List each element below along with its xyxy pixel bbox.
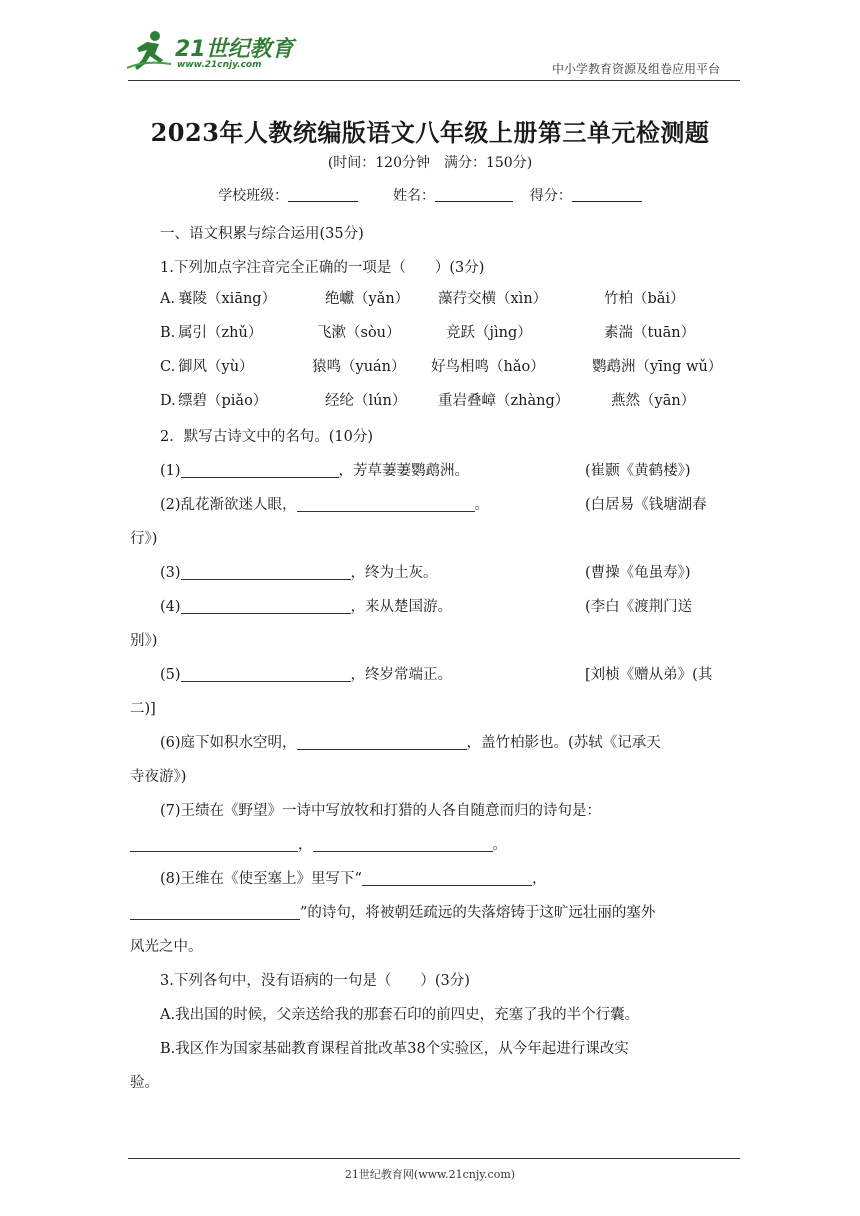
q1-option-b-item-1: 属引（zhǔ） [178, 325, 263, 341]
q2-answer-blank-4[interactable] [181, 599, 351, 614]
name-label: 姓名： [393, 188, 435, 204]
score-blank[interactable] [572, 188, 642, 202]
q3-option-b-continued: 验。 [130, 1075, 159, 1091]
school-label: 学校班级： [218, 188, 289, 204]
q2-line-8-text-b: ”的诗句，将被朝廷疏远的失落熔铸于这旷远壮丽的塞外 [300, 905, 656, 921]
q1-option-c-item-3: 好鸟相鸣（hǎo） [431, 359, 545, 375]
q2-line-3-text: ，终为土灰。 [350, 565, 438, 581]
q2-line-4-number: (4) [160, 599, 181, 615]
q2-line-5 [160, 665, 452, 685]
q2-line-8-b [130, 903, 655, 923]
q2-line-4-continued: 别》) [130, 633, 158, 649]
logo-text: 21世纪教育 [175, 37, 294, 62]
q1-option-c-item-2: 猿鸣（yuán） [312, 359, 406, 375]
page-footer: 21世纪教育网(www.21cnjy.com) [344, 1168, 516, 1181]
q2-line-3-number: (3) [160, 565, 181, 581]
q2-line-1-text: ，芳草萋萋鹦鹉洲。 [338, 463, 470, 479]
platform-text: 中小学教育资源及组卷应用平台 [551, 62, 720, 76]
q2-line-6 [160, 733, 661, 753]
q2-line-7: (7)王绩在《野望》一诗中写放牧和打猎的人各自随意而归的诗句是： [160, 803, 602, 819]
q2-line-7-sep: ， [298, 837, 313, 853]
school-blank[interactable] [288, 188, 358, 202]
q2-line-8-sep: ， [531, 871, 547, 887]
q2-line-4-text: ，来从楚国游。 [350, 599, 453, 615]
runner-logo-icon [125, 30, 173, 72]
q2-answer-blank-1[interactable] [181, 463, 339, 478]
q2-answer-blank-8a[interactable] [362, 871, 532, 886]
q2-line-4-source: (李白《渡荆门送 [585, 599, 693, 615]
q2-answer-blank-7b[interactable] [313, 837, 493, 852]
score-label: 得分： [529, 188, 572, 204]
q1-option-d-item-2: 经纶（lún） [325, 393, 407, 409]
q2-line-1-number: (1) [160, 463, 181, 479]
q2-line-2-end: 。 [474, 497, 490, 513]
q2-line-6-continued: 寺夜游》) [130, 769, 187, 785]
q1-option-d-item-4: 燕然（yān） [611, 393, 696, 409]
q2-line-7-end: 。 [492, 837, 507, 853]
site-logo [125, 30, 295, 80]
q3-stem: 3.下列各句中，没有语病的一句是（ ）(3分) [160, 973, 470, 989]
exam-subtitle: (时间：120分钟 满分：150分) [327, 155, 533, 171]
q2-line-3-source: (曹操《龟虽寿》) [585, 565, 691, 581]
q2-answer-blank-2[interactable] [297, 497, 475, 512]
q2-line-8 [160, 869, 546, 889]
q2-answer-blank-3[interactable] [181, 565, 351, 580]
q3-option-b: B.我区作为国家基础教育课程首批改革38个实验区，从今年起进行课改实 [160, 1041, 629, 1057]
q1-option-b-item-3: 竞跃（jìng） [446, 325, 532, 341]
q1-option-c-item-1: 御风（yù） [178, 359, 254, 375]
q1-option-c-letter: C. [160, 359, 176, 375]
q2-line-8-text: (8)王维在《使至塞上》里写下“ [160, 871, 362, 887]
q1-option-d-item-3: 重岩叠嶂（zhàng） [438, 393, 570, 409]
q2-line-8-continued: 风光之中。 [130, 939, 203, 955]
q2-line-6-text: (6)庭下如积水空明， [160, 735, 297, 751]
exam-title: 2023年人教统编版语文八年级上册第三单元检测题 [150, 118, 710, 147]
q2-line-4 [160, 597, 452, 617]
q2-line-5-continued: 二)] [130, 701, 156, 717]
q1-option-c-item-4: 鹦鹉洲（yīng wǔ） [592, 359, 723, 375]
q1-option-a-item-4: 竹柏（bǎi） [604, 291, 685, 307]
q2-line-2-source: (白居易《钱塘湖春 [585, 497, 707, 513]
q1-option-d-item-1: 缥碧（piǎo） [178, 393, 268, 409]
q2-stem: 2．默写古诗文中的名句。(10分) [160, 429, 373, 445]
q2-answer-blank-5[interactable] [181, 667, 351, 682]
footer-divider [128, 1158, 740, 1159]
section-heading: 一、语文积累与综合运用(35分) [160, 226, 364, 242]
student-info-row [0, 185, 860, 205]
q1-stem: 1.下列加点字注音完全正确的一项是（ ）(3分) [160, 260, 485, 276]
q2-line-2-text: (2)乱花渐欲迷人眼， [160, 497, 297, 513]
q2-line-3 [160, 563, 438, 583]
name-blank[interactable] [435, 188, 513, 202]
q1-option-a-letter: A. [160, 291, 176, 307]
q2-answer-blank-6[interactable] [297, 735, 467, 750]
q1-option-a-item-3: 藻荇交横（xìn） [438, 291, 548, 307]
q2-line-5-source: [刘桢《赠从弟》(其 [585, 667, 713, 683]
q2-line-7-answers [130, 835, 507, 855]
q1-option-a-item-2: 绝巘（yǎn） [325, 291, 410, 307]
q2-line-5-text: ，终岁常端正。 [350, 667, 453, 683]
page-header [0, 0, 860, 90]
q1-option-b-item-4: 素湍（tuān） [604, 325, 696, 341]
q2-answer-blank-8b[interactable] [130, 905, 300, 920]
q1-option-b-item-2: 飞漱（sòu） [317, 325, 401, 341]
logo-url: www.21cnjy.com [177, 60, 262, 70]
q3-option-a: A.我出国的时候，父亲送给我的那套石印的前四史，充塞了我的半个行囊。 [160, 1007, 640, 1023]
q2-answer-blank-7a[interactable] [130, 837, 298, 852]
q2-line-6-source: ，盖竹柏影也。(苏轼《记承天 [466, 735, 661, 751]
q2-line-1 [160, 461, 469, 481]
q2-line-5-number: (5) [160, 667, 181, 683]
header-divider [128, 80, 740, 81]
q2-line-2-continued: 行》) [130, 531, 158, 547]
q2-line-1-source: (崔颢《黄鹤楼》) [585, 463, 691, 479]
q2-line-2 [160, 495, 489, 515]
q1-option-d-letter: D. [160, 393, 176, 409]
q1-option-a-item-1: 襄陵（xiāng） [178, 291, 277, 307]
q1-option-b-letter: B. [160, 325, 176, 341]
